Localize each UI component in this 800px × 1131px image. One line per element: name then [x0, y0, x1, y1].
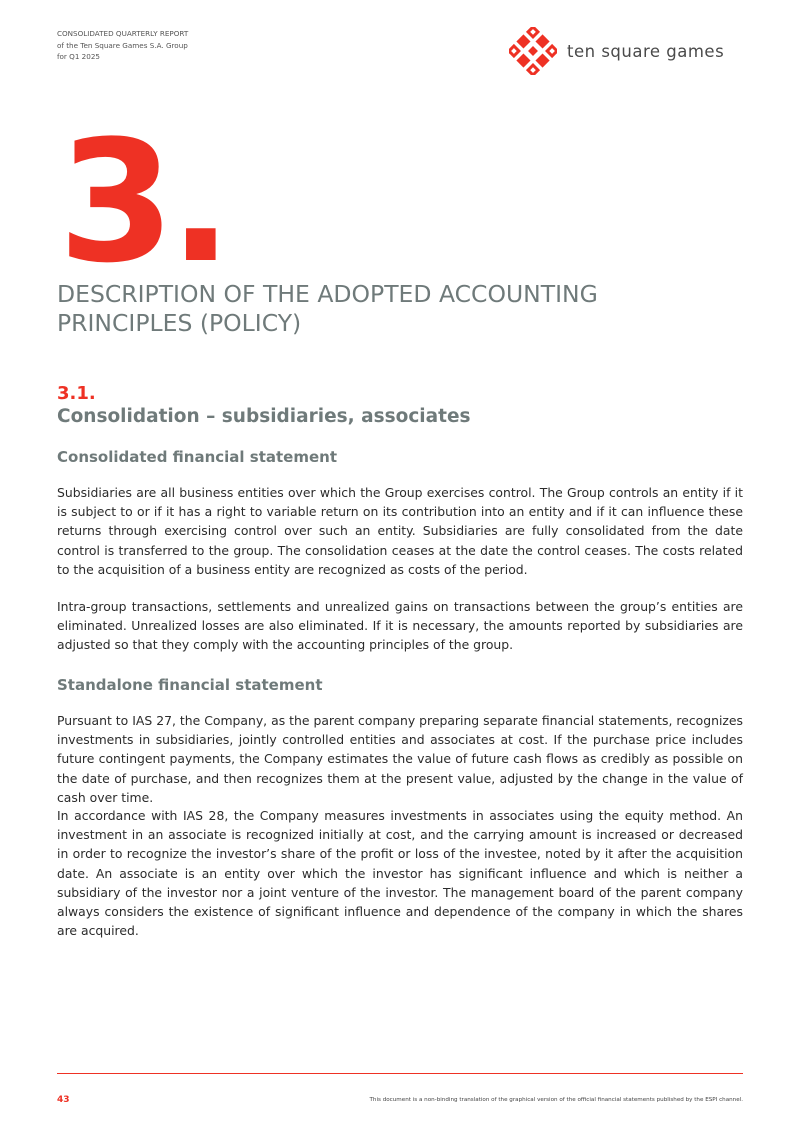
logo-wordmark: ten square games	[567, 41, 725, 61]
paragraph-consolidated-2: Intra-group transactions, settlements and unrealized gains on transactions between the group’s entities are eliminated. Unrealized losses are also eliminated. If it is necessary, the amounts reported by subsidiaries are adjusted so that they comply with the accounting principles of the group.	[57, 599, 743, 653]
report-header	[57, 28, 188, 63]
footer-divider	[57, 1073, 743, 1074]
report-header-line-2: of the Ten Square Games S.A. Group	[57, 40, 188, 50]
paragraph-standalone-2: In accordance with IAS 28, the Company measures investments in associates using the equity method. An investment in an associate is recognized initially at cost, and the carrying amount is increased or decreased in order to recognize the investor’s share of the profit or loss of the investee, noted by it after the acquisition date. An associate is an entity over which the investor has significant influence and which is neither a subsidiary of the investor nor a joint venture of the investor. The management board of the parent company always considers the existence of significant influence and dependence of the company in which the shares are acquired.	[57, 808, 743, 939]
paragraph-standalone-1: Pursuant to IAS 27, the Company, as the parent company preparing separate financial statements, recognizes investments in subsidiaries, jointly controlled entities and associates at cost. If the purchase price includes future contingent payments, the Company estimates the value of future cash flows as credibly as possible on the date of purchase, and then recognizes them at the present value, adjusted by the change in the value of cash over time.	[57, 713, 743, 805]
paragraph-consolidated-1: Subsidiaries are all business entities over which the Group exercises control. The Group controls an entity if it is subject to or if it has a right to variable return on its contribution into an entity and if it can influence these returns through exercising control over such an entity. Subsidiaries are fully consolidated from the date control is transferred to the group. The consolidation ceases at the date the control ceases. The costs related to the acquisition of a business entity are recognized as costs of the period.	[57, 485, 743, 577]
chapter-title: DESCRIPTION OF THE ADOPTED ACCOUNTING PRINCIPLES (POLICY)	[57, 280, 598, 337]
page-number: 43	[57, 1095, 70, 1105]
footer-disclaimer: This document is a non-binding translation of the graphical version of the official financial statements published by the ESPI channel.	[369, 1097, 743, 1103]
subheading-consolidated: Consolidated financial statement	[57, 448, 338, 466]
ten-square-games-diamond-icon	[509, 27, 557, 75]
chapter-number: 3.	[58, 104, 227, 300]
section-number: 3.1.	[57, 383, 96, 404]
subheading-standalone: Standalone financial statement	[57, 676, 323, 694]
section-title: Consolidation – subsidiaries, associates	[57, 406, 471, 427]
report-header-line-3: for Q1 2025	[57, 52, 100, 61]
report-header-line-1: CONSOLIDATED QUARTERLY REPORT	[57, 29, 189, 38]
company-logo	[509, 27, 724, 75]
